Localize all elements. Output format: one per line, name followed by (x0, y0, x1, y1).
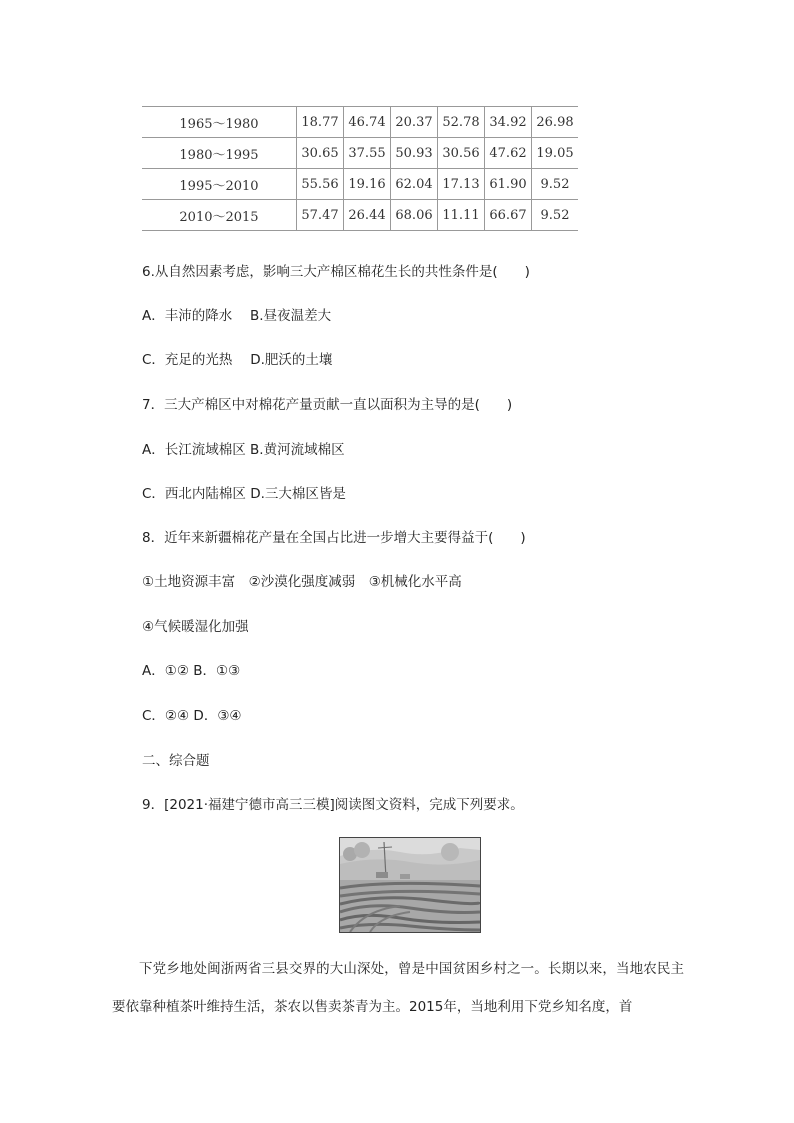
table-cell: 62.04 (391, 169, 438, 200)
table-cell: 11.11 (438, 200, 485, 231)
question-6-options-ab: A．丰沛的降水 B.昼夜温差大 (142, 308, 332, 324)
table-cell: 30.56 (438, 138, 485, 169)
question-8-statements-line-1: ①土地资源丰富 ②沙漠化强度减弱 ③机械化水平高 (142, 574, 462, 590)
table-cell: 17.13 (438, 169, 485, 200)
table-row (142, 169, 578, 200)
table-cell: 47.62 (485, 138, 532, 169)
table-cell: 30.65 (297, 138, 344, 169)
tea-terrace-image (340, 838, 480, 932)
table-cell: 50.93 (391, 138, 438, 169)
table-cell-period: 1980～1995 (142, 138, 297, 169)
question-8-statements-line-2: ④气候暖湿化加强 (142, 619, 249, 635)
question-6-options-cd: C．充足的光热 D.肥沃的土壤 (142, 352, 333, 368)
table-cell: 46.74 (344, 107, 391, 138)
table-cell: 55.56 (297, 169, 344, 200)
table-cell: 52.78 (438, 107, 485, 138)
tea-terrace-photo (339, 837, 481, 933)
question-9-paragraph: 下党乡地处闽浙两省三县交界的大山深处，曾是中国贫困乡村之一。长期以来，当地农民主要依靠种植茶叶维持生活，茶农以售卖茶青为主。2015年，当地利用下党乡知名度，首 (112, 961, 684, 1015)
table-cell: 68.06 (391, 200, 438, 231)
table-cell: 9.52 (532, 169, 579, 200)
table-row (142, 200, 578, 231)
table-row (142, 138, 578, 169)
question-9-stem: 9．[2021·福建宁德市高三三模]阅读图文资料，完成下列要求。 (142, 797, 524, 813)
table-cell: 37.55 (344, 138, 391, 169)
table-cell: 26.98 (532, 107, 579, 138)
table-cell: 66.67 (485, 200, 532, 231)
table-cell-period: 2010～2015 (142, 200, 297, 231)
table-cell: 9.52 (532, 200, 579, 231)
table-cell: 26.44 (344, 200, 391, 231)
table-cell: 18.77 (297, 107, 344, 138)
question-7-stem: 7．三大产棉区中对棉花产量贡献一直以面积为主导的是( ) (142, 397, 513, 413)
table-cell-period: 1965～1980 (142, 107, 297, 138)
question-7-options-cd: C．西北内陆棉区 D.三大棉区皆是 (142, 486, 346, 502)
table-cell: 34.92 (485, 107, 532, 138)
section-heading: 二、综合题 (142, 753, 210, 769)
question-7-options-ab: A．长江流域棉区 B.黄河流域棉区 (142, 442, 345, 458)
question-8-options-ab: A．①② B．①③ (142, 663, 241, 679)
table-cell: 61.90 (485, 169, 532, 200)
question-8-options-cd: C．②④ D．③④ (142, 708, 242, 724)
table-cell: 57.47 (297, 200, 344, 231)
table-cell: 19.16 (344, 169, 391, 200)
question-6-stem: 6.从自然因素考虑，影响三大产棉区棉花生长的共性条件是( ) (142, 264, 530, 280)
table-cell: 20.37 (391, 107, 438, 138)
data-table (142, 106, 578, 231)
table-cell: 19.05 (532, 138, 579, 169)
question-8-stem: 8．近年来新疆棉花产量在全国占比进一步增大主要得益于( ) (142, 530, 526, 546)
table-cell-period: 1995～2010 (142, 169, 297, 200)
table-row (142, 107, 578, 138)
